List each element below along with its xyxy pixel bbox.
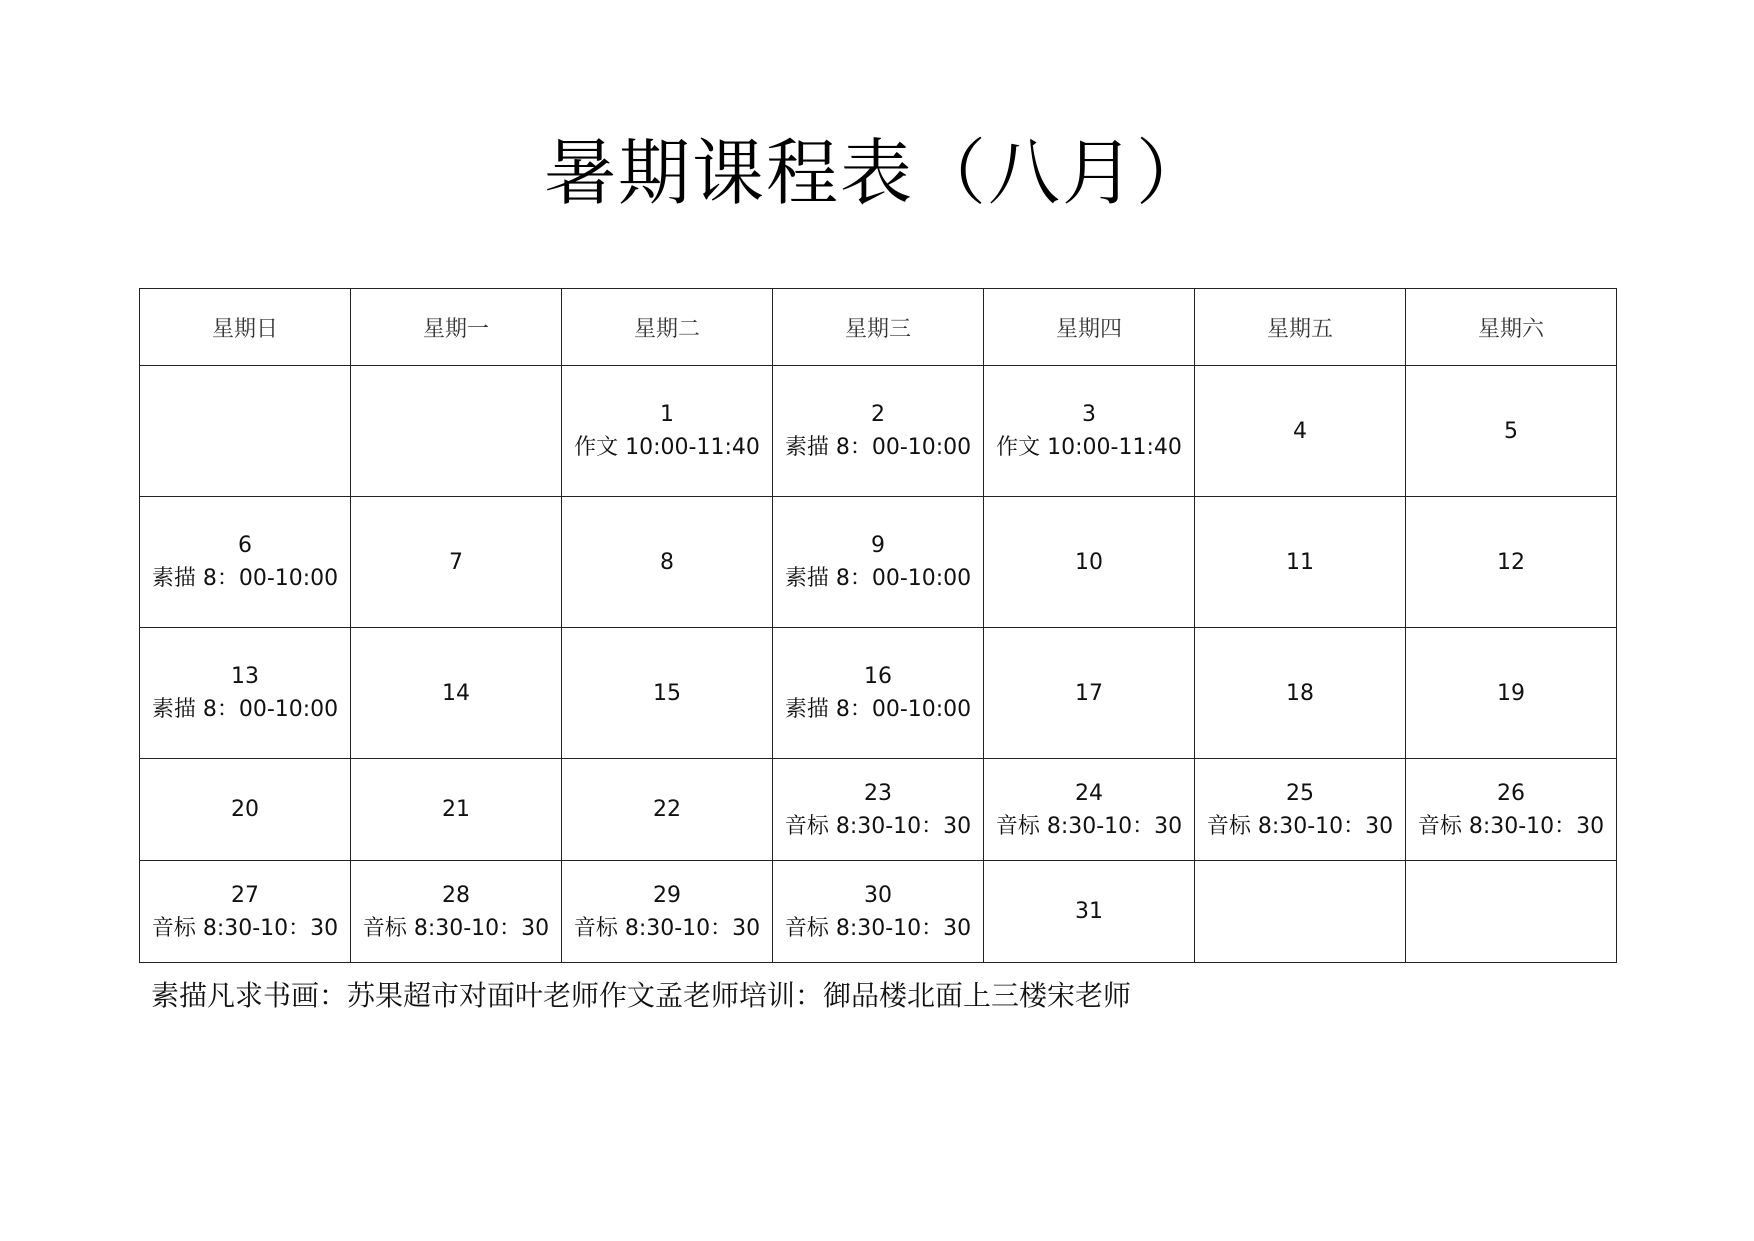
day-cell xyxy=(773,861,984,963)
course-entry: 作文 10:00-11:40 xyxy=(574,435,760,460)
day-cell-content xyxy=(351,793,561,826)
course-entry: 音标 8:30-10：30 xyxy=(784,915,972,941)
week-row xyxy=(140,861,1617,963)
day-cell xyxy=(140,628,351,759)
day-cell xyxy=(984,628,1195,759)
day-number: 27 xyxy=(231,882,259,908)
page-title: 暑期课程表（八月） xyxy=(543,131,1210,215)
day-cell xyxy=(1406,366,1617,497)
week-row xyxy=(140,366,1617,497)
day-cell xyxy=(140,366,351,497)
day-cell xyxy=(773,497,984,628)
day-cell xyxy=(1406,628,1617,759)
day-cell xyxy=(1406,861,1617,963)
day-number: 31 xyxy=(1075,899,1103,924)
day-cell-content xyxy=(562,546,772,579)
course-entry: 素描 8：00-10:00 xyxy=(151,697,339,722)
day-number: 28 xyxy=(442,882,470,908)
day-number: 25 xyxy=(1286,780,1314,806)
day-number: 13 xyxy=(231,664,259,689)
day-cell xyxy=(351,861,562,963)
day-cell-content xyxy=(773,660,983,726)
day-cell-content xyxy=(984,546,1194,579)
day-cell xyxy=(1195,497,1406,628)
day-number: 26 xyxy=(1497,780,1525,806)
day-cell-content xyxy=(1195,415,1405,448)
day-cell-content xyxy=(562,398,772,464)
day-cell-content xyxy=(140,793,350,826)
day-number: 1 xyxy=(660,402,674,427)
day-cell xyxy=(351,759,562,861)
day-number: 2 xyxy=(871,402,885,427)
footer-note: 素描凡求书画：苏果超市对面叶老师作文孟老师培训：御品楼北面上三楼宋老师 xyxy=(151,979,1132,1012)
day-number: 12 xyxy=(1497,549,1525,575)
week-row xyxy=(140,497,1617,628)
day-cell-content xyxy=(351,879,561,945)
schedule-table xyxy=(139,288,1617,963)
day-cell-content xyxy=(351,546,561,579)
day-cell xyxy=(351,628,562,759)
course-entry: 素描 8：00-10:00 xyxy=(784,435,972,460)
day-cell-content xyxy=(773,398,983,464)
day-number: 4 xyxy=(1293,418,1307,444)
day-cell xyxy=(140,759,351,861)
day-number: 18 xyxy=(1286,680,1314,706)
day-number: 19 xyxy=(1497,680,1525,706)
day-cell-content xyxy=(140,879,350,945)
day-cell xyxy=(1195,861,1406,963)
day-cell-content xyxy=(1195,546,1405,579)
day-cell-content xyxy=(1195,677,1405,710)
day-number: 8 xyxy=(660,549,674,575)
day-number: 30 xyxy=(864,882,892,908)
day-cell-content xyxy=(1406,546,1616,579)
day-cell-content xyxy=(1406,677,1616,710)
day-number: 23 xyxy=(864,780,892,806)
day-cell xyxy=(773,628,984,759)
day-cell xyxy=(1195,628,1406,759)
day-cell-content xyxy=(140,529,350,595)
day-cell xyxy=(773,366,984,497)
weekday-header-tuesday: 星期二 xyxy=(562,289,773,366)
day-cell xyxy=(1195,366,1406,497)
day-cell xyxy=(773,759,984,861)
day-cell-content xyxy=(1406,777,1616,843)
week-row xyxy=(140,628,1617,759)
day-cell xyxy=(140,497,351,628)
day-cell-content xyxy=(1406,415,1616,448)
course-entry: 音标 8:30-10：30 xyxy=(362,915,550,941)
weekday-header-sunday: 星期日 xyxy=(140,289,351,366)
course-entry: 音标 8:30-10：30 xyxy=(784,813,972,839)
day-cell xyxy=(562,497,773,628)
weekday-header-thursday: 星期四 xyxy=(984,289,1195,366)
day-cell-content xyxy=(562,677,772,710)
day-cell-content xyxy=(562,879,772,945)
day-cell-content xyxy=(140,660,350,726)
course-entry: 素描 8：00-10:00 xyxy=(151,566,339,591)
day-number: 24 xyxy=(1075,780,1103,806)
day-cell xyxy=(1406,759,1617,861)
course-entry: 音标 8:30-10：30 xyxy=(151,915,339,941)
day-cell xyxy=(140,861,351,963)
day-number: 9 xyxy=(871,533,885,558)
day-cell-content xyxy=(773,879,983,945)
day-number: 21 xyxy=(442,797,470,822)
day-cell xyxy=(562,366,773,497)
day-cell xyxy=(562,861,773,963)
course-entry: 音标 8:30-10：30 xyxy=(1417,813,1605,839)
day-number: 14 xyxy=(442,680,470,706)
day-number: 7 xyxy=(449,549,463,575)
course-entry: 素描 8：00-10:00 xyxy=(784,566,972,591)
day-cell xyxy=(984,759,1195,861)
day-number: 11 xyxy=(1286,549,1314,575)
day-cell xyxy=(984,366,1195,497)
day-number: 10 xyxy=(1075,549,1103,575)
weekday-header-row xyxy=(140,289,1617,366)
day-number: 20 xyxy=(231,797,259,822)
weekday-header-friday: 星期五 xyxy=(1195,289,1406,366)
course-entry: 音标 8:30-10：30 xyxy=(995,813,1183,839)
day-number: 6 xyxy=(238,533,252,558)
day-cell-content xyxy=(351,677,561,710)
day-cell xyxy=(984,497,1195,628)
day-cell-content xyxy=(562,793,772,826)
course-entry: 音标 8:30-10：30 xyxy=(1206,813,1394,839)
day-number: 29 xyxy=(653,882,681,908)
week-row xyxy=(140,759,1617,861)
weekday-header-saturday: 星期六 xyxy=(1406,289,1617,366)
day-cell xyxy=(1195,759,1406,861)
day-number: 15 xyxy=(653,680,681,706)
day-number: 22 xyxy=(653,797,681,822)
day-cell xyxy=(562,759,773,861)
day-cell-content xyxy=(984,398,1194,464)
weekday-header-wednesday: 星期三 xyxy=(773,289,984,366)
day-cell xyxy=(984,861,1195,963)
day-cell xyxy=(1406,497,1617,628)
day-number: 16 xyxy=(864,664,892,689)
day-cell xyxy=(351,366,562,497)
course-entry: 素描 8：00-10:00 xyxy=(784,697,972,722)
weekday-header-monday: 星期一 xyxy=(351,289,562,366)
day-cell-content xyxy=(773,777,983,843)
day-cell xyxy=(351,497,562,628)
day-cell xyxy=(562,628,773,759)
calendar-body xyxy=(140,366,1617,963)
course-entry: 作文 10:00-11:40 xyxy=(996,435,1182,460)
course-entry: 音标 8:30-10：30 xyxy=(573,915,761,941)
day-cell-content xyxy=(984,895,1194,928)
day-number: 17 xyxy=(1075,680,1103,706)
day-cell-content xyxy=(984,677,1194,710)
day-number: 3 xyxy=(1082,402,1096,427)
day-number: 5 xyxy=(1504,418,1518,444)
day-cell-content xyxy=(984,777,1194,843)
day-cell-content xyxy=(1195,777,1405,843)
day-cell-content xyxy=(773,529,983,595)
